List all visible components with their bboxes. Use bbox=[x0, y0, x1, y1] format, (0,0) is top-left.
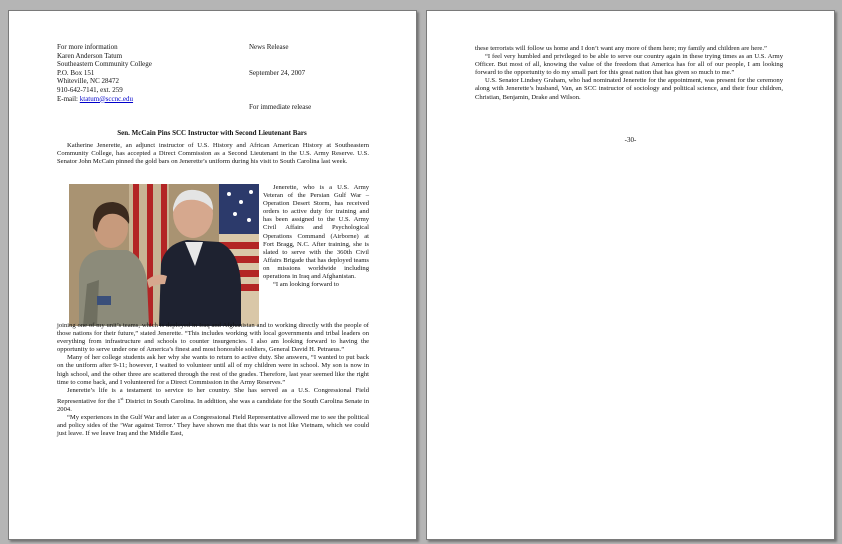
service-paragraph: Jenerette’s life is a testament to service to her country. She has served as a U.S. Congressional Field Representative for the 1st District in South Carolina. In addition, she was a candidate for the South Carolina Senate in 2004. bbox=[57, 386, 369, 414]
contact-email-line bbox=[57, 95, 152, 104]
contact-line: For more information bbox=[57, 43, 118, 51]
contact-line: 910-642-7141, ext. 259 bbox=[57, 85, 123, 94]
humbled-paragraph: “I feel very humbled and privileged to be able to serve our country again in these trying times as an U.S. Army Officer. But most of all, knowing the value of the freedom that America has for all of our people, I am looking forward to the opportunity to do my small part for this great nation that has given so much to me.” bbox=[475, 53, 783, 77]
release-date: September 24, 2007 bbox=[249, 68, 306, 77]
experience-paragraph: “My experiences in the Gulf War and later as a Congressional Field Representative allowed me to see the political and policy sides of the ‘War against Terror.’ They have shown me that this war is not like Vietnam, which we could just leave. If we leave Iraq and the Middle East, bbox=[57, 414, 369, 438]
release-block bbox=[249, 43, 311, 112]
news-release-label: News Release bbox=[249, 43, 289, 51]
contact-line: P.O. Box 151 bbox=[57, 68, 95, 77]
page1-body bbox=[57, 322, 369, 439]
email-link[interactable]: ktatum@sccnc.edu bbox=[79, 94, 134, 103]
contact-line: Whiteville, NC 28472 bbox=[57, 77, 120, 86]
contact-line: Karen Anderson Tatum bbox=[57, 51, 123, 60]
contact-block bbox=[57, 43, 152, 103]
wrapped-paragraph: Jenerette, who is a U.S. Army Veteran of the Persian Gulf War – Operation Desert Storm, has received orders to active duty for training and has been assigned to the U.S. Army Civil Affairs and Psychological Operations Command (Airborne) at Fort Bragg, N.C. After training, she is slated to serve with the 360th Civil Affairs Brigade that has deployed teams on missions worldwide including operations in Iraq and Afghanistan. “I am looking forward to bbox=[263, 184, 369, 289]
document-page-2 bbox=[426, 10, 835, 540]
quote-start: “I am looking forward to bbox=[273, 281, 339, 289]
intro-paragraph: Katherine Jenerette, an adjunct instructor of U.S. History and African American History at Southeastern Community College, has accepted a Direct Commission as a Second Lieutenant in the U.S. Army Reserve. U.S. Senator John McCain pinned the gold bars on Jenerette’s uniform during his visit to South Carolina last week. bbox=[57, 142, 369, 166]
contact-line: Southeastern Community College bbox=[57, 60, 152, 69]
page2-body bbox=[475, 45, 783, 102]
end-marker: -30- bbox=[624, 136, 637, 144]
students-paragraph: Many of her college students ask her why she wants to return to active duty. She answers, “I wanted to put back on the uniform after 9-11; however, I waited to volunteer until all of my children were in school. My son is now in high school, and the other three are scattered through the rest of the grades. Therefore, last year seemed like the right time to come back, and I volunteered for a Direct Commission in the Army Reserves.” bbox=[57, 354, 369, 386]
graham-paragraph: U.S. Senator Lindsey Graham, who had nominated Jenerette for the appointment, was present for the ceremony along with Jenerette’s husband, Van, an SCC instructor of sociology and political science, and their four children, Christian, Benjamin, Drake and Wilson. bbox=[475, 77, 783, 101]
email-label: E-mail: bbox=[57, 94, 80, 103]
continuation-paragraph: these terrorists will follow us home and I don’t want any more of them here; my family and children are here.” bbox=[475, 45, 767, 52]
document-page-1 bbox=[8, 10, 417, 540]
release-note: For immediate release bbox=[249, 103, 312, 112]
quote-paragraph: joining one of my unit’s teams, which is deployed in Iraq and Afghanistan and to working directly with the people of those nations for their future,” stated Jenerette. “This includes working with local governments and tribal leaders on everything from infrastructure and schools to counter insurgencies. I also am looking forward to having the opportunity to serve under one of America’s finest and most honorable soldiers, General David H. Petraeus.” bbox=[57, 322, 369, 354]
ceremony-photo bbox=[69, 184, 259, 326]
article-title: Sen. McCain Pins SCC Instructor with Second Lieutenant Bars bbox=[117, 129, 307, 137]
